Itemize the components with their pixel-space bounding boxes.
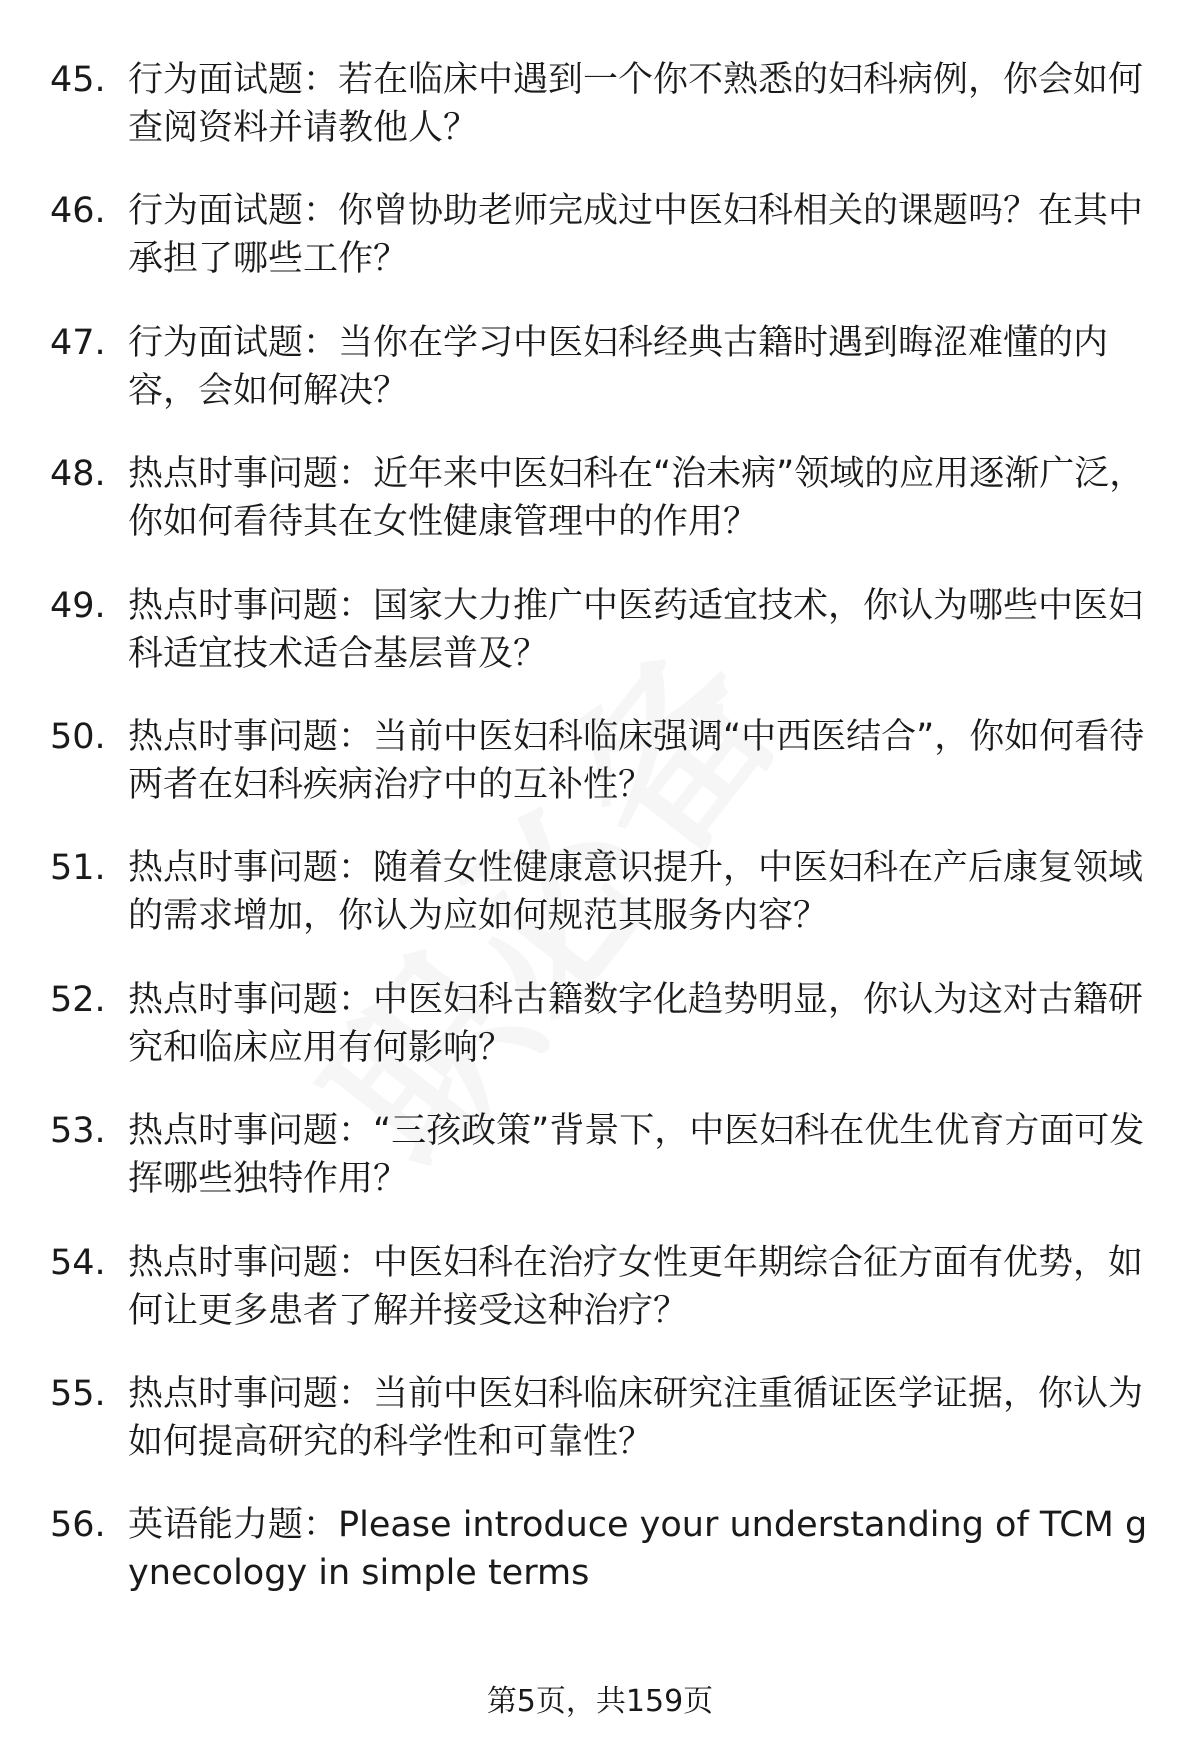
question-number: 49. bbox=[50, 585, 106, 626]
question-number: 50. bbox=[50, 716, 106, 757]
question-number: 47. bbox=[50, 322, 106, 363]
question-number: 56. bbox=[50, 1505, 106, 1546]
question-text: 行为面试题：当你在学习中医妇科经典古籍时遇到晦涩难懂的内容，会如何解决？ bbox=[128, 322, 1109, 411]
question-number: 53. bbox=[50, 1111, 106, 1152]
question-item bbox=[50, 1107, 1150, 1238]
question-number: 55. bbox=[50, 1373, 106, 1414]
question-text: 热点时事问题：当前中医妇科临床强调“中西医结合”，你如何看待两者在妇科疾病治疗中的互补性？ bbox=[128, 716, 1145, 805]
question-number: 45. bbox=[50, 60, 106, 100]
question-text: 热点时事问题：近年来中医妇科在“治未病”领域的应用逐渐广泛，你如何看待其在女性健康管理中的作用？ bbox=[128, 454, 1145, 543]
question-text: 热点时事问题：中医妇科古籍数字化趋势明显，你认为这对古籍研究和临床应用有何影响？ bbox=[128, 979, 1144, 1068]
question-number: 51. bbox=[50, 848, 106, 889]
question-item bbox=[50, 713, 1150, 844]
question-text: 热点时事问题：“三孩政策”背景下，中医妇科在优生优育方面可发挥哪些独特作用？ bbox=[128, 1111, 1145, 1200]
question-text: 热点时事问题：中医妇科在治疗女性更年期综合征方面有优势，如何让更多患者了解并接受这种治疗？ bbox=[128, 1242, 1144, 1331]
question-text: 英语能力题：Please introduce your understanding of TCM gynecology in simple terms bbox=[128, 1505, 1148, 1594]
question-item bbox=[50, 582, 1150, 713]
question-text: 热点时事问题：当前中医妇科临床研究注重循证医学证据，你认为如何提高研究的科学性和可靠性？ bbox=[128, 1373, 1144, 1462]
question-text: 行为面试题：若在临床中遇到一个你不熟悉的妇科病例，你会如何查阅资料并请教他人？ bbox=[128, 60, 1144, 148]
question-list bbox=[50, 56, 1150, 1633]
question-number: 54. bbox=[50, 1242, 106, 1283]
question-item bbox=[50, 56, 1150, 187]
question-text: 热点时事问题：国家大力推广中医药适宜技术，你认为哪些中医妇科适宜技术适合基层普及？ bbox=[128, 585, 1144, 674]
question-item bbox=[50, 1501, 1150, 1632]
question-item bbox=[50, 976, 1150, 1107]
page-footer: 第5页，共159页 bbox=[486, 1684, 714, 1719]
question-item bbox=[50, 1370, 1150, 1501]
question-item bbox=[50, 187, 1150, 318]
question-number: 52. bbox=[50, 979, 106, 1020]
question-item bbox=[50, 844, 1150, 975]
question-number: 46. bbox=[50, 191, 106, 232]
question-text: 热点时事问题：随着女性健康意识提升，中医妇科在产后康复领域的需求增加，你认为应如何规范其服务内容？ bbox=[128, 848, 1144, 937]
question-text: 行为面试题：你曾协助老师完成过中医妇科相关的课题吗？在其中承担了哪些工作？ bbox=[128, 191, 1144, 280]
question-number: 48. bbox=[50, 454, 106, 495]
question-item bbox=[50, 450, 1150, 581]
question-item bbox=[50, 1239, 1150, 1370]
question-item bbox=[50, 319, 1150, 450]
